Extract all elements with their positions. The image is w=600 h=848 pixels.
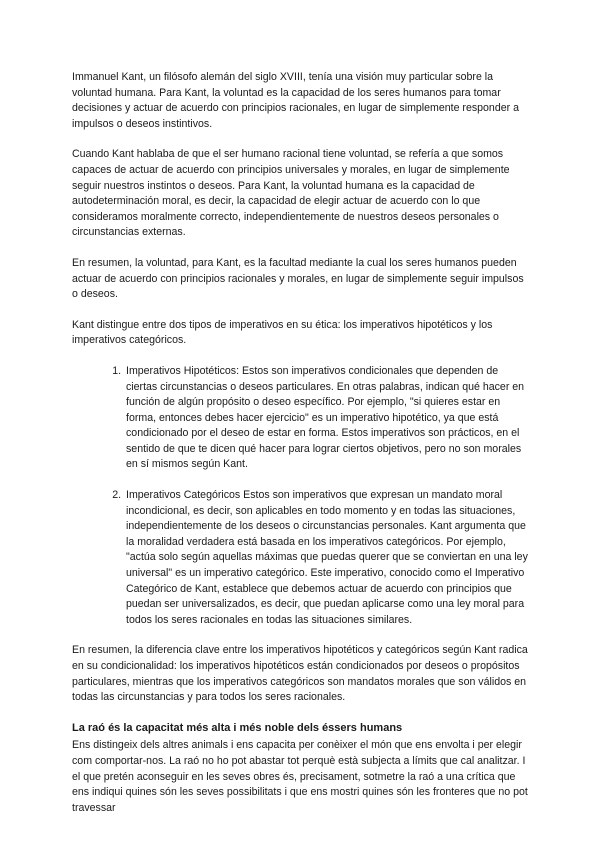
paragraph-voluntad-racional: Cuando Kant hablaba de que el ser humano racional tiene voluntad, se refería a que somos capaces de actuar de acuerdo con principios universales y morales, en lugar de simplemente seguir nuestros instintos o deseos. Para Kant, la voluntad humana es la capacidad de autodeterminación moral, es decir, la capacidad de elegir actuar de acuerdo con lo que consideramos moralmente correcto, independientemente de nuestros deseos personales o circunstancias externas. xyxy=(72,148,510,239)
list-item-hipoteticos: 1. Imperativos Hipotéticos: Estos son imperativos condicionales que dependen de ciertas circunstancias o deseos particulares. En otras palabras, indican qué hacer en función de algún propósito o deseo específico. Por ejemplo, "si quieres estar en forma, entonces debes hacer ejercicio" es un imperativo hipotético, ya que está condicionado por el deseo de estar en forma. Estos imperativos son prácticos, en el sentido de que te dicen qué hacer para lograr ciertos objetivos, pero no son morales en sí mismos según Kant. xyxy=(124,364,532,473)
paragraph-rao: Ens distingeix dels altres animals i ens capacita per conèixer el món que ens envolta i per elegir com comportar-nos. La raó no ho pot abastar tot perquè està subjecta a límits que cal analitzar. I el que pretén aconseguir en les seves obres és, precisament, sotmetre la raó a una crítica que ens indiqui quines són les seves possibilitats i que ens mostri quines són les fronteres que no pot travessar xyxy=(72,739,528,814)
paragraph-kant-intro: Immanuel Kant, un filósofo alemán del siglo XVIII, tenía una visión muy particular sobre la voluntad humana. Para Kant, la voluntad es la capacidad de los seres humanos para tomar decisiones y actuar de acuerdo con principios racionales, en lugar de simplemente responder a impulsos o deseos instintivos. xyxy=(72,71,519,130)
imperativos-list xyxy=(72,364,532,629)
paragraph-resumen-voluntad: En resumen, la voluntad, para Kant, es la facultad mediante la cual los seres humanos pueden actuar de acuerdo con principios racionales y morales, en lugar de simplemente seguir impulsos o deseos. xyxy=(72,256,524,301)
document-page xyxy=(72,70,532,831)
paragraph-tipos-imperativos: Kant distingue entre dos tipos de imperativos en su ética: los imperativos hipotéticos y los imperativos categóricos. xyxy=(72,318,493,347)
section-heading-rao: La raó és la capacitat més alta i més noble dels éssers humans xyxy=(72,721,403,734)
list-item-categoricos: 2. Imperativos Categóricos Estos son imperativos que expresan un mandato moral incondicional, es decir, son aplicables en todo momento y en todas las situaciones, independientemente de los deseos o circunstancias personales. Kant argumenta que la moralidad verdadera está basada en los imperativos categóricos. Por ejemplo, "actúa solo según aquellas máximas que puedas querer que se conviertan en una ley universal" es un imperativo categórico. Este imperativo, conocido como el Imperativo Categórico de Kant, establece que debemos actuar de acuerdo con principios que puedan ser universalizados, es decir, que puedan aplicarse como una ley moral para todos los seres racionales en todas las situaciones similares. xyxy=(124,488,532,628)
paragraph-resumen-diferencia: En resumen, la diferencia clave entre los imperativos hipotéticos y categóricos según Kant radica en su condicionalidad: los imperativos hipotéticos están condicionados por deseos o propósitos particulares, mientras que los imperativos categóricos son mandatos morales que son válidos en todas las circunstancias y para todos los seres racionales. xyxy=(72,644,528,704)
